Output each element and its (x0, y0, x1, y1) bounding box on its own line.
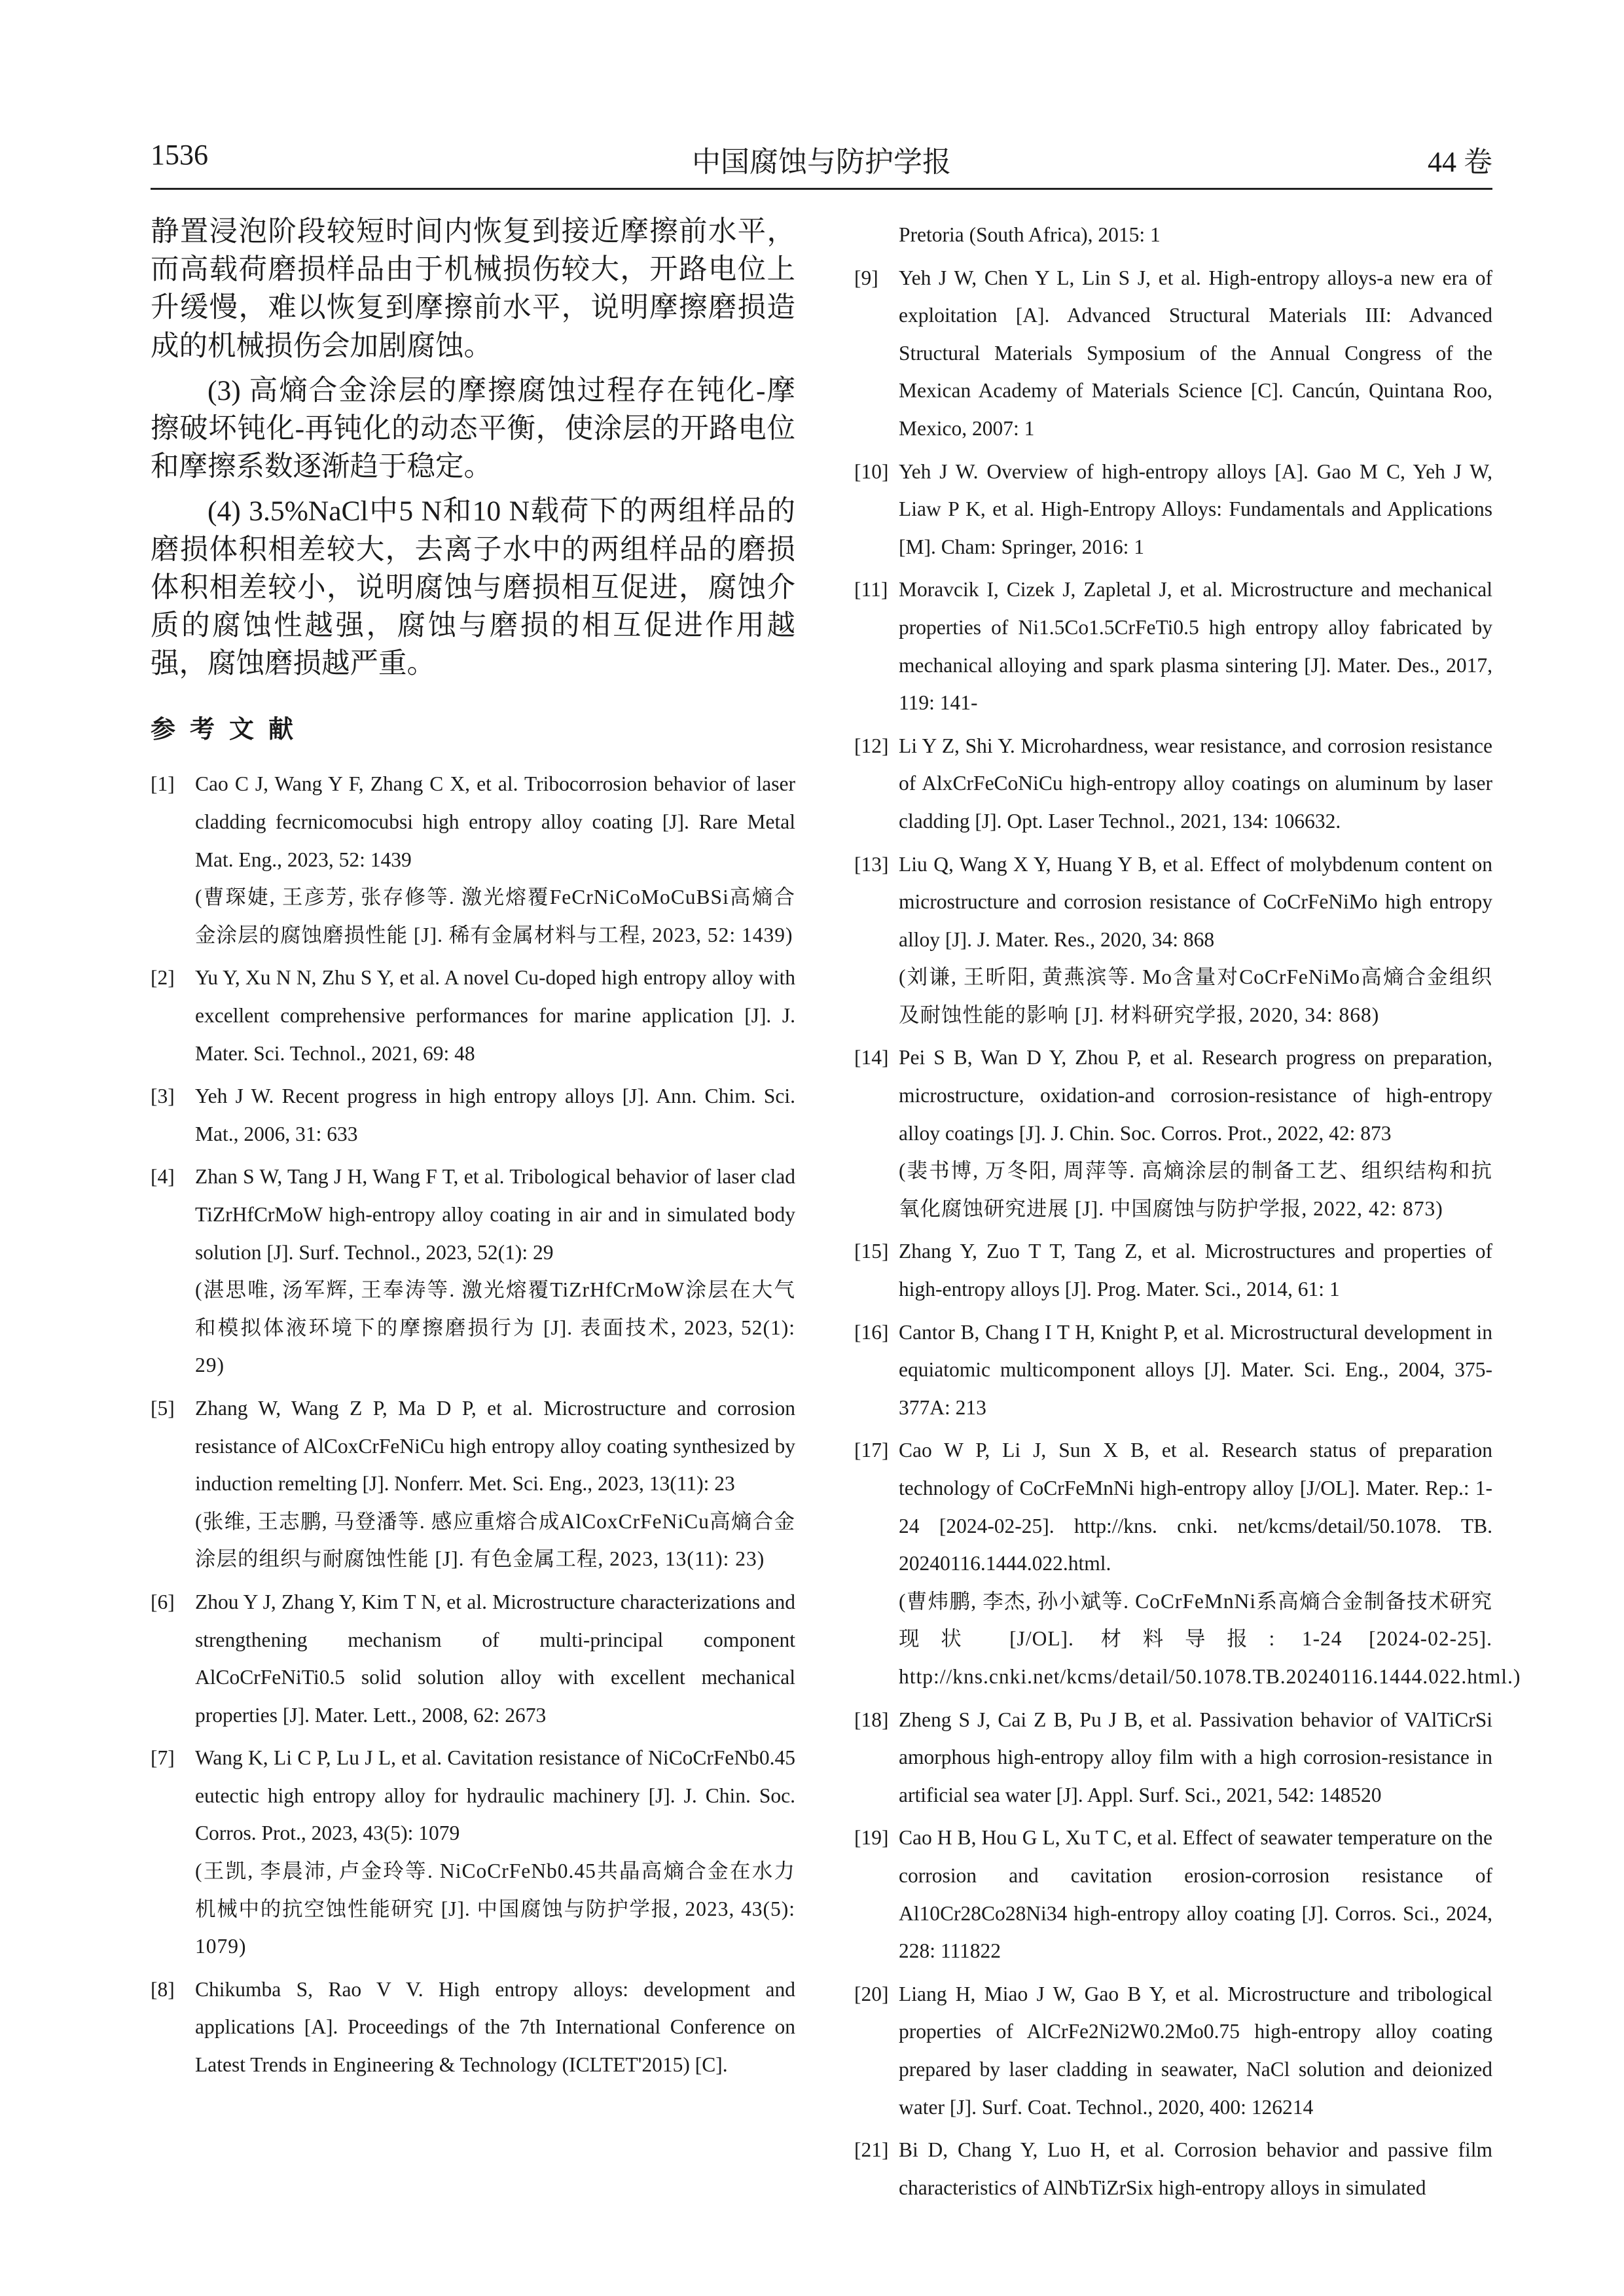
reference-text-cn: (张维, 王志鹏, 马登潘等. 感应重熔合成AlCoxCrFeNiCu高熵合金涂层的组织与耐腐蚀性能 [J]. 有色金属工程, 2023, 13(11): 23) (195, 1509, 795, 1571)
reference-item (854, 1975, 1492, 2126)
reference-text: Li Y Z, Shi Y. Microhardness, wear resistance, and corrosion resistance of AlxCrFeCoNiCu high-entropy alloy coatings on aluminum by laser cladding [J]. Opt. Laser Technol., 2021, 134: 106632. (899, 734, 1492, 833)
reference-number: [1] (151, 772, 175, 796)
reference-text-cn: (湛思唯, 汤军辉, 王奉涛等. 激光熔覆TiZrHfCrMoW涂层在大气和模拟体液环境下的摩擦磨损行为 [J]. 表面技术, 2023, 52(1): 29) (195, 1278, 795, 1377)
reference-text: Cao H B, Hou G L, Xu T C, et al. Effect of seawater temperature on the corrosion and cavitation erosion-corrosion resistance of Al10Cr28Co28Ni34 high-entropy alloy coating [J]. Corros. Sci., 2024, 228: 111822 (899, 1826, 1492, 1963)
reference-text: Yeh J W. Overview of high-entropy alloys [A]. Gao M C, Yeh J W, Liaw P K, et al. High-Entropy Alloys: Fundamentals and Applications [M]. Cham: Springer, 2016: 1 (899, 459, 1492, 558)
reference-number: [19] (854, 1826, 889, 1850)
reference-number: [4] (151, 1165, 175, 1189)
body-paragraph: 静置浸泡阶段较短时间内恢复到接近摩擦前水平，而高载荷磨损样品由于机械损伤较大，开路电位上升缓慢，难以恢复到摩擦前水平，说明摩擦磨损造成的机械损伤会加剧腐蚀。 (151, 216, 795, 362)
reference-number: [14] (854, 1046, 889, 1069)
reference-item (854, 846, 1492, 1034)
reference-text: Cantor B, Chang I T H, Knight P, et al. Microstructural development in equiatomic multicomponent alloys [J]. Mater. Sci. Eng., 2004, 375-377A: 213 (899, 1320, 1492, 1419)
reference-item (151, 959, 795, 1072)
reference-text-cn: (刘谦, 王昕阳, 黄燕滨等. Mo含量对CoCrFeNiMo高熵合金组织及耐蚀性能的影响 [J]. 材料研究学报, 2020, 34: 868) (899, 965, 1492, 1026)
reference-text: Moravcik I, Cizek J, Zapletal J, et al. Microstructure and mechanical properties of Ni1.5Co1.5CrFeTi0.5 high entropy alloy fabricated by mechanical alloying and spark plasma sintering [J]. Mater. Des., 2017, 119: 141- (899, 578, 1492, 715)
reference-number: [16] (854, 1320, 889, 1344)
reference-text: Liu Q, Wang X Y, Huang Y B, et al. Effect of molybdenum content on microstructure and corrosion resistance of CoCrFeNiMo high entropy alloy [J]. J. Mater. Res., 2020, 34: 868 (899, 852, 1492, 951)
reference-number: [7] (151, 1746, 175, 1770)
reference-item (854, 1039, 1492, 1227)
reference-item (854, 727, 1492, 840)
reference-number: [13] (854, 852, 889, 876)
reference-item (854, 453, 1492, 566)
reference-text: Pretoria (South Africa), 2015: 1 (899, 223, 1161, 246)
journal-title: 中国腐蚀与防护学报 (692, 146, 951, 178)
reference-number: [20] (854, 1982, 889, 2005)
reference-item (854, 1232, 1492, 1308)
reference-number: [15] (854, 1240, 889, 1263)
reference-text: Bi D, Chang Y, Luo H, et al. Corrosion behavior and passive film characteristics of AlNbTiZrSix high-entropy alloys in simulated (899, 2138, 1492, 2199)
reference-text: Cao C J, Wang Y F, Zhang C X, et al. Tribocorrosion behavior of laser cladding fecrnicomocubsi high entropy alloy coating [J]. Rare Metal Mat. Eng., 2023, 52: 1439 (195, 772, 795, 871)
reference-number: [21] (854, 2138, 889, 2162)
reference-item (854, 2131, 1492, 2206)
reference-number: [6] (151, 1590, 175, 1613)
reference-number: [2] (151, 966, 175, 990)
volume-label: 44 卷 (1428, 146, 1492, 178)
reference-number: [11] (854, 578, 888, 601)
reference-item (854, 571, 1492, 721)
reference-text: Pei S B, Wan D Y, Zhou P, et al. Research progress on preparation, microstructure, oxidation-and corrosion-resistance of high-entropy alloy coatings [J]. J. Chin. Soc. Corros. Prot., 2022, 42: 873 (899, 1046, 1492, 1145)
reference-item (151, 1739, 795, 1965)
page-header (151, 134, 1492, 190)
page-number: 1536 (151, 139, 208, 171)
reference-item (151, 1971, 795, 2084)
body-paragraph: (4) 3.5%NaCl中5 N和10 N载荷下的两组样品的磨损体积相差较大，去离子水中的两组样品的磨损体积相差较小，说明腐蚀与磨损相互促进，腐蚀介质的腐蚀性越强，腐蚀与磨损的相互促进作用越强，腐蚀磨损越严重。 (151, 495, 795, 680)
reference-number: [10] (854, 459, 889, 483)
reference-number: [17] (854, 1439, 889, 1462)
reference-text: Zhan S W, Tang J H, Wang F T, et al. Tribological behavior of laser clad TiZrHfCrMoW high-entropy alloy coating in air and in simulated body solution [J]. Surf. Technol., 2023, 52(1): 29 (195, 1165, 795, 1264)
reference-item-continued (854, 216, 1492, 254)
reference-item (151, 1158, 795, 1384)
reference-number: [9] (854, 266, 878, 289)
reference-number: [12] (854, 734, 889, 757)
reference-text-cn: (曹炜鹏, 李杰, 孙小斌等. CoCrFeMnNi系高熵合金制备技术研究现状 [J/OL]. 材料导报: 1-24 [2024-02-25]. http://kns.cnki.net/kcms/detail/50.1078.TB.20240116.1444.022.html.) (899, 1589, 1521, 1688)
reference-text: Cao W P, Li J, Sun X B, et al. Research status of preparation technology of CoCrFeMnNi high-entropy alloy [J/OL]. Mater. Rep.: 1-24 [2024-02-25]. http://kns. cnki. net/kcms/detail/50.1078. TB. 20240116.1444.022.html. (899, 1439, 1492, 1575)
left-column (151, 213, 795, 2084)
reference-item (151, 765, 795, 954)
reference-item (854, 259, 1492, 448)
reference-item (151, 1390, 795, 1578)
reference-text: Wang K, Li C P, Lu J L, et al. Cavitation resistance of NiCoCrFeNb0.45 eutectic high entropy alloy for hydraulic machinery [J]. J. Chin. Soc. Corros. Prot., 2023, 43(5): 1079 (195, 1746, 795, 1845)
reference-text: Zhang W, Wang Z P, Ma D P, et al. Microstructure and corrosion resistance of AlCoxCrFeNiCu high entropy alloy coating synthesized by induction remelting [J]. Nonferr. Met. Sci. Eng., 2023, 13(11): 23 (195, 1396, 795, 1496)
reference-number: [8] (151, 1977, 175, 2001)
reference-text-cn: (曹琛婕, 王彦芳, 张存修等. 激光熔覆FeCrNiCoMoCuBSi高熵合金涂层的腐蚀磨损性能 [J]. 稀有金属材料与工程, 2023, 52: 1439) (195, 886, 795, 946)
reference-text: Yu Y, Xu N N, Zhu S Y, et al. A novel Cu-doped high entropy alloy with excellent comprehensive performances for marine application [J]. J. Mater. Sci. Technol., 2021, 69: 48 (195, 966, 795, 1065)
reference-item (854, 1431, 1521, 1695)
references-heading: 参考文献 (151, 715, 308, 744)
reference-text: Liang H, Miao J W, Gao B Y, et al. Microstructure and tribological properties of AlCrFe2Ni2W0.2Mo0.75 high-entropy alloy coating prepared by laser cladding in seawater, NaCl solution and deionized water [J]. Surf. Coat. Technol., 2020, 400: 126214 (899, 1982, 1492, 2119)
reference-item (854, 1314, 1492, 1427)
reference-text-cn: (裴书博, 万冬阳, 周萍等. 高熵涂层的制备工艺、组织结构和抗氧化腐蚀研究进展 [J]. 中国腐蚀与防护学报, 2022, 42: 873) (899, 1159, 1492, 1220)
reference-text: Chikumba S, Rao V V. High entropy alloys: development and applications [A]. Proceedings of the 7th International Conference on Latest Trends in Engineering & Technology (ICLTET'2015) [C]. (195, 1977, 795, 2077)
reference-text: Zheng S J, Cai Z B, Pu J B, et al. Passivation behavior of VAlTiCrSi amorphous high-entropy alloy film with a high corrosion-resistance in artificial sea water [J]. Appl. Surf. Sci., 2021, 542: 148520 (899, 1708, 1492, 1806)
reference-text: Yeh J W. Recent progress in high entropy alloys [J]. Ann. Chim. Sci. Mat., 2006, 31: 633 (195, 1085, 795, 1145)
reference-text: Zhou Y J, Zhang Y, Kim T N, et al. Microstructure characterizations and strengthening mechanism of multi-principal component AlCoCrFeNiTi0.5 solid solution alloy with excellent mechanical properties [J]. Mater. Lett., 2008, 62: 2673 (195, 1590, 795, 1727)
reference-item (854, 1701, 1492, 1814)
reference-text: Zhang Y, Zuo T T, Tang Z, et al. Microstructures and properties of high-entropy alloys [J]. Prog. Mater. Sci., 2014, 61: 1 (899, 1240, 1492, 1301)
reference-number: [18] (854, 1708, 889, 1731)
reference-text: Yeh J W, Chen Y L, Lin S J, et al. High-entropy alloys-a new era of exploitation [A]. Advanced Structural Materials III: Advanced Structural Materials Symposium of the Annual Congress of the Mexican Academy of Materials Science [C]. Cancún, Quintana Roo, Mexico, 2007: 1 (899, 266, 1492, 440)
reference-number: [3] (151, 1085, 175, 1108)
reference-number: [5] (151, 1396, 175, 1420)
reference-item (854, 1819, 1492, 1969)
reference-item (151, 1077, 795, 1153)
reference-item (151, 1583, 795, 1734)
right-column (854, 216, 1521, 2206)
body-paragraph: (3) 高熵合金涂层的摩擦腐蚀过程存在钝化-摩擦破坏钝化-再钝化的动态平衡，使涂层的开路电位和摩擦系数逐渐趋于稳定。 (151, 374, 795, 483)
reference-text-cn: (王凯, 李晨沛, 卢金玲等. NiCoCrFeNb0.45共晶高熵合金在水力机械中的抗空蚀性能研究 [J]. 中国腐蚀与防护学报, 2023, 43(5): 1079) (195, 1859, 795, 1958)
